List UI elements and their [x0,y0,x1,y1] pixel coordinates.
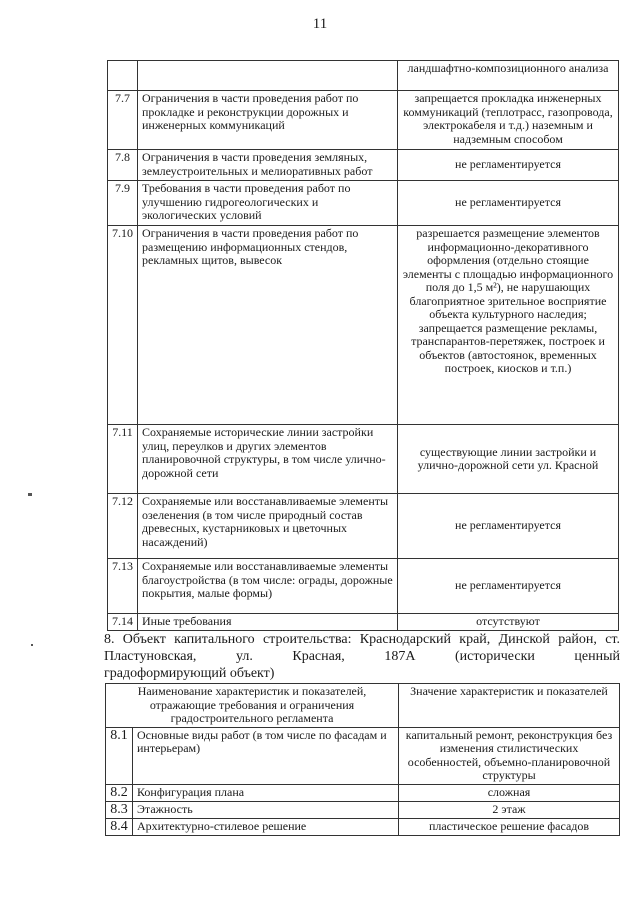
row-number-cell: 7.7 [108,91,138,150]
table-row [108,559,619,614]
regulation-table-7 [107,60,619,631]
row-name-cell: Ограничения в части проведения работ по размещению информационных стендов, рекламных щитов, вывесок [138,226,398,425]
row-name-cell: Сохраняемые или восстанавливаемые элементы благоустройства (в том числе: ограды, дорожные покрытия, малые формы) [138,559,398,614]
row-number-cell: 7.10 [108,226,138,425]
table-row [106,784,620,801]
table-row [106,818,620,835]
row-name-cell: Этажность [133,801,399,818]
row-number-cell: 8.1 [106,727,133,784]
row-number-cell: 7.11 [108,425,138,494]
row-name-cell: Ограничения в части проведения работ по прокладке и реконструкции дорожных и инженерных коммуникаций [138,91,398,150]
row-value-cell: сложная [399,784,620,801]
row-name-cell: Основные виды работ (в том числе по фасадам и интерьерам) [133,727,399,784]
row-number-cell: 7.12 [108,494,138,559]
table-row [108,150,619,181]
table-row [108,91,619,150]
row-name-cell: Сохраняемые исторические линии застройки улиц, переулков и других элементов планировочной структуры, в том числе улично-дорожной сети [138,425,398,494]
row-value-cell: капитальный ремонт, реконструкция без изменения стилистических особенностей, объемно-планировочной структуры [399,727,620,784]
section-8-heading-tail: градоформирующий объект) [104,666,275,681]
margin-mark [28,493,32,496]
table-row [106,727,620,784]
row-number-cell: 8.3 [106,801,133,818]
row-value-cell: пластическое решение фасадов [399,818,620,835]
table-header-row [106,684,620,728]
row-number-cell: 7.8 [108,150,138,181]
section-8-heading [104,631,620,682]
row-number-cell: 7.13 [108,559,138,614]
row-value-cell: разрешается размещение элементов информационно-декоративного оформления (отдельно стоящие элементы с площадью информационного поля до 1,5 м²), не нарушающих благоприятное зрительное восприятие объекта культурного наследия; запрещается размещение рекламы, транспарантов-перетяжек, построек и объектов (автостоянок, временных построек, киосков и т.п.) [398,226,619,425]
header-name-cell: Наименование характеристик и показателей, отражающие требования и ограничения градостроительного регламента [106,684,399,728]
row-value-cell: отсутствуют [398,614,619,631]
row-value-cell: не регламентируется [398,181,619,226]
row-number-cell: 7.9 [108,181,138,226]
row-name-cell: Сохраняемые или восстанавливаемые элементы озеленения (в том числе природный состав древесных, кустарниковых и цветочных насаждений) [138,494,398,559]
table-row [108,61,619,91]
regulation-table-8 [105,683,620,836]
row-value-cell: не регламентируется [398,150,619,181]
row-value-cell: не регламентируется [398,559,619,614]
table-row [108,226,619,425]
row-value-cell: ландшафтно-композиционного анализа [398,61,619,91]
row-value-cell: не регламентируется [398,494,619,559]
header-value-cell: Значение характеристик и показателей [399,684,620,728]
table-row [108,425,619,494]
row-value-cell: 2 этаж [399,801,620,818]
row-name-cell: Конфигурация плана [133,784,399,801]
page-number: 11 [312,16,328,32]
row-name-cell: Архитектурно-стилевое решение [133,818,399,835]
row-name-cell [138,61,398,91]
table-row [106,801,620,818]
row-value-cell: запрещается прокладка инженерных коммуникаций (теплотрасс, газопровода, электрокабеля и т.д.) наземным и надземным способом [398,91,619,150]
row-name-cell: Иные требования [138,614,398,631]
row-name-cell: Требования в части проведения работ по улучшению гидрогеологических и экологических условий [138,181,398,226]
table-row [108,614,619,631]
row-value-cell: существующие линии застройки и улично-дорожной сети ул. Красной [398,425,619,494]
section-8-heading-main: 8. Объект капитального строительства: Краснодарский край, Динской район, ст. Пластуновская, ул. Красная, 187А (исторически ценный [104,632,620,664]
table-row [108,181,619,226]
row-number-cell: 7.14 [108,614,138,631]
row-number-cell: 8.4 [106,818,133,835]
margin-mark [31,644,33,646]
row-number-cell: 8.2 [106,784,133,801]
row-name-cell: Ограничения в части проведения земляных, землеустроительных и мелиоративных работ [138,150,398,181]
row-number-cell [108,61,138,91]
table-row [108,494,619,559]
